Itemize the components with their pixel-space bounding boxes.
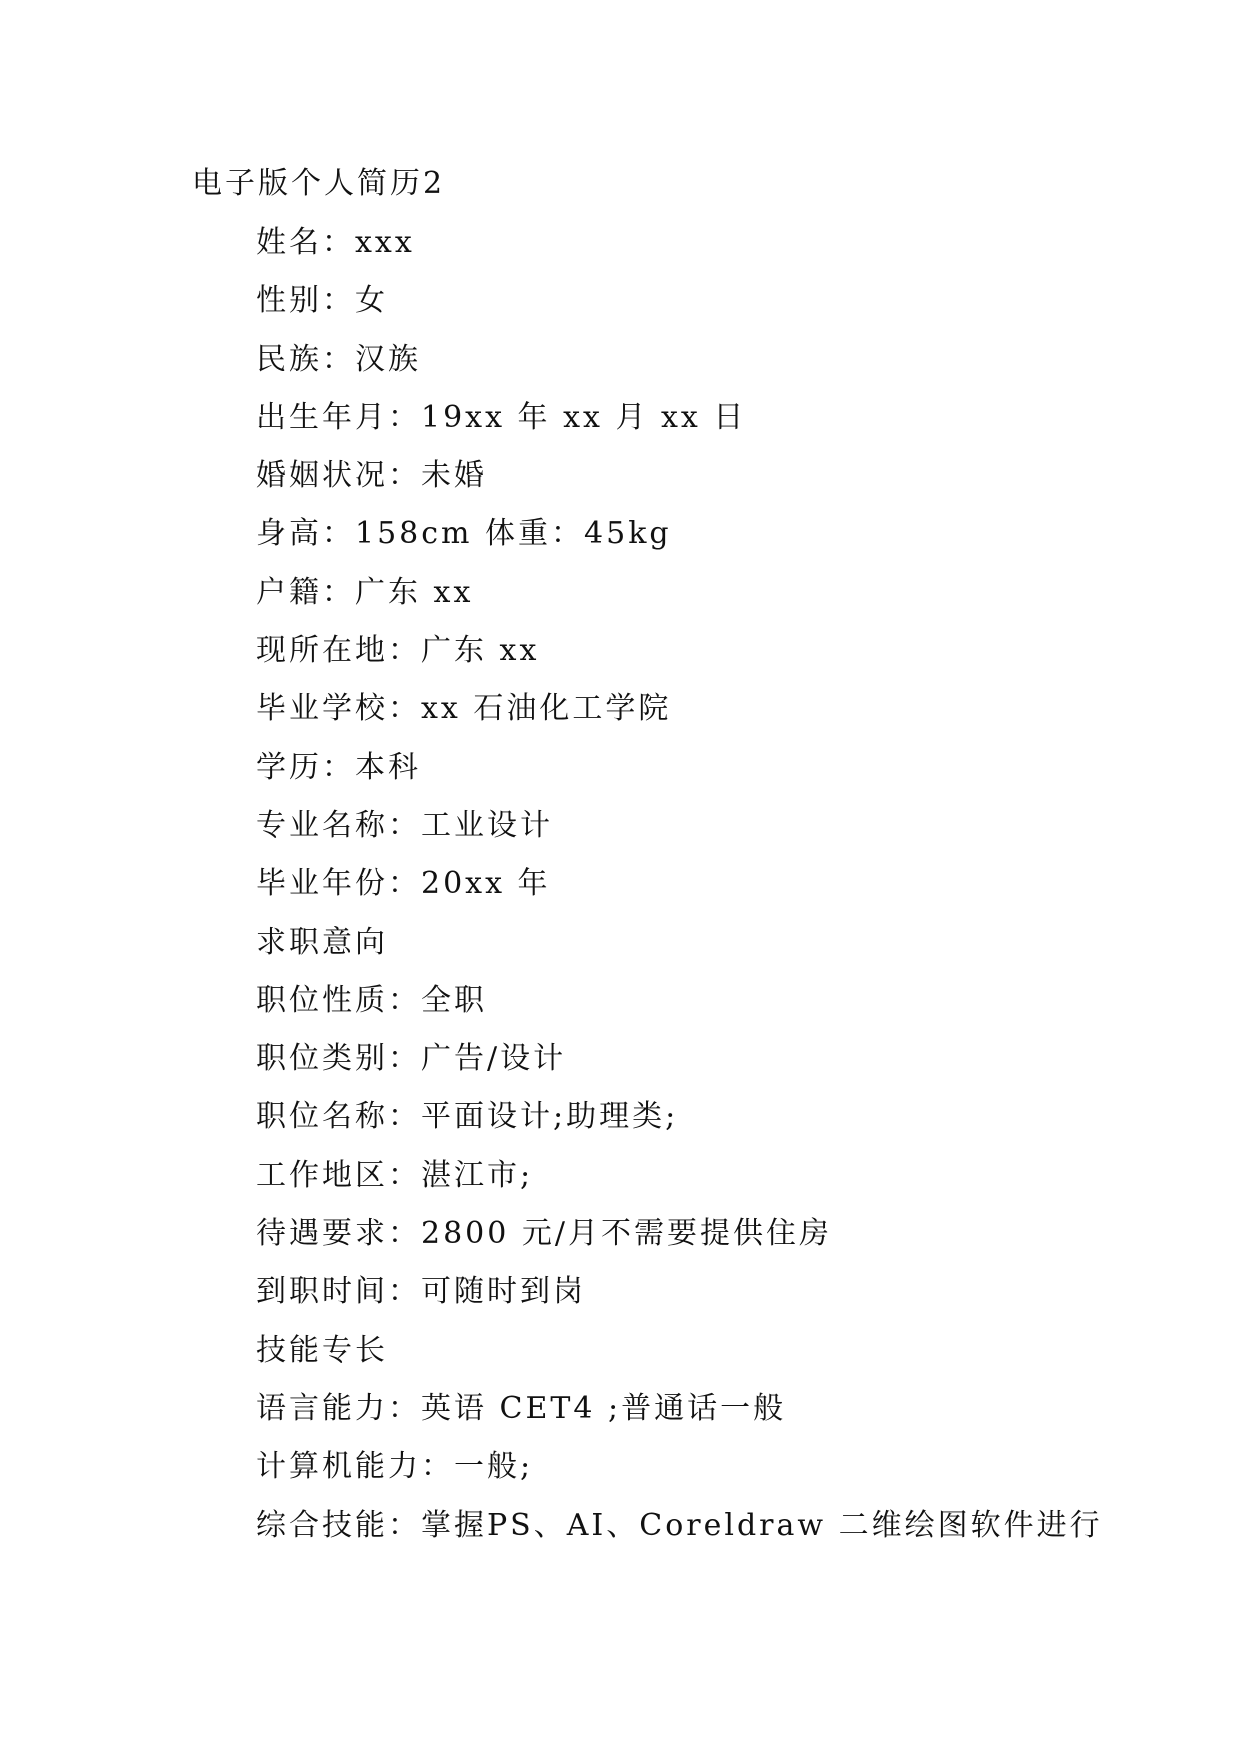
resume-line-job-category: 职位类别：广告/设计: [256, 1041, 567, 1077]
resume-line-start-time: 到职时间：可随时到岗: [256, 1274, 586, 1310]
document-title: 电子版个人简历2: [192, 166, 446, 201]
resume-line-marital-status: 婚姻状况：未婚: [256, 458, 487, 494]
resume-line-name: 姓名：xxx: [256, 225, 415, 260]
resume-line-major: 专业名称：工业设计: [256, 807, 553, 843]
resume-line-job-type: 职位性质：全职: [256, 982, 487, 1018]
resume-line-education: 学历：本科: [256, 749, 421, 785]
resume-line-height-weight: 身高：158cm 体重：45kg: [256, 516, 672, 552]
resume-line-school: 毕业学校：xx 石油化工学院: [256, 691, 672, 727]
resume-line-salary-requirement: 待遇要求：2800 元/月不需要提供住房: [256, 1216, 832, 1252]
resume-line-general-skills: 综合技能：掌握PS、AI、Coreldraw 二维绘图软件进行: [256, 1507, 1103, 1543]
resume-line-current-location: 现所在地：广东 xx: [256, 633, 540, 669]
resume-lines: [256, 223, 1103, 1564]
resume-line-household-registration: 户籍：广东 xx: [256, 574, 474, 610]
resume-line-birth-date: 出生年月：19xx 年 xx 月 xx 日: [256, 399, 747, 435]
resume-line-graduation-year: 毕业年份：20xx 年: [256, 866, 551, 902]
resume-line-language-skills: 语言能力：英语 CET4 ;普通话一般: [256, 1390, 787, 1426]
resume-line-work-area: 工作地区：湛江市;: [256, 1157, 534, 1193]
resume-line-job-title: 职位名称：平面设计;助理类;: [256, 1099, 679, 1135]
section-heading-skills: 技能专长: [256, 1332, 388, 1368]
resume-line-gender: 性别：女: [256, 283, 388, 319]
section-heading-job-intention: 求职意向: [256, 924, 388, 960]
resume-line-computer-skills: 计算机能力：一般;: [256, 1449, 534, 1485]
resume-line-ethnicity: 民族：汉族: [256, 341, 421, 377]
